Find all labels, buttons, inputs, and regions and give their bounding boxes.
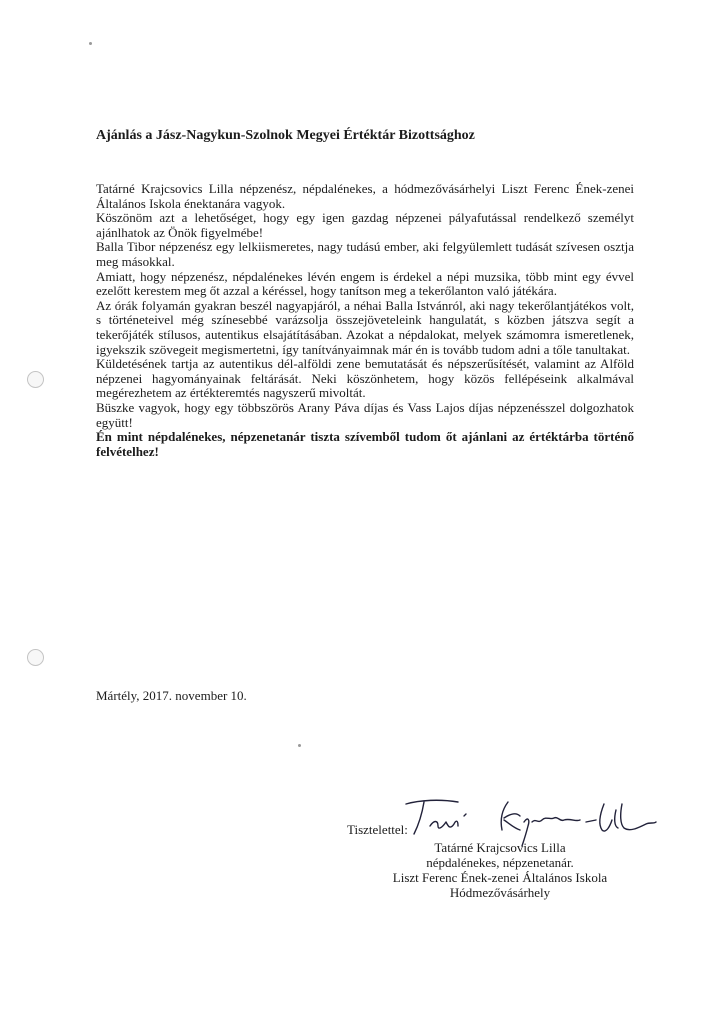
punch-hole-bottom (27, 649, 44, 666)
signer-city: Hódmezővásárhely (449, 885, 551, 900)
paragraph-motivation: Amiatt, hogy népzenész, népdalénekes lévén engem is érdekel a népi muzsika, több mint egy évvel ezelőtt kerestem meg őt azzal a kéréssel, hogy tanítson meg a tekerőlanton való játékára. (96, 268, 634, 299)
signer-school: Liszt Ferenc Ének-zenei Általános Iskola (392, 870, 608, 885)
paragraph-mission: Küldetésének tartja az autentikus dél-alföldi zene bemutatását és népszerűsítését, valamint az Alföld népzenei hagyományainak feltárását. Neki köszönhetem, hogy közös fellépéseink alkalmával megérezhetem az értékteremtés nagyszerű mivoltát. (96, 356, 634, 401)
greeting: Tisztelettel: (347, 822, 408, 837)
paper-speck (298, 744, 301, 747)
paragraph-intro: Tatárné Krajcsovics Lilla népzenész, népdalénekes, a hódmezővásárhelyi Liszt Ferenc Ének-zenei Általános Iskola énektanára vagyok. (96, 181, 634, 211)
letter-body (96, 182, 634, 459)
page-title: Ajánlás a Jász-Nagykun-Szolnok Megyei Értéktár Bizottsághoz (96, 128, 475, 143)
paragraph-character: Balla Tibor népzenész egy lelkiismeretes, nagy tudású ember, aki felgyülemlett tudását szívesen osztja meg másokkal. (96, 239, 634, 269)
paragraph-recommendation: Én mint népdalénekes, népzenetanár tiszta szívemből tudom őt ajánlani az értéktárba történő felvételhez! (96, 429, 634, 459)
paragraph-pride: Büszke vagyok, hogy egy többszörös Arany Páva díjas és Vass Lajos díjas népzenésszel dolgozhatok együtt! (96, 399, 634, 430)
signature-block (370, 840, 630, 900)
paragraph-thanks: Köszönöm azt a lehetőséget, hogy egy igen gazdag népzenei pályafutással rendelkező személyt ajánlhatok az Önök figyelmébe! (96, 210, 634, 240)
date-line: Mártély, 2017. november 10. (96, 688, 247, 703)
punch-hole-top (27, 371, 44, 388)
paper-speck (89, 42, 92, 45)
signer-name: Tatárné Krajcsovics Lilla (434, 840, 566, 855)
paragraph-lessons: Az órák folyamán gyakran beszél nagyapjáról, a néhai Balla Istvánról, aki nagy tekerőlantjátékos volt, s történeteivel még színesebbé varázsolja összejöveteleink hangulatát, s közben játszva segít a tekerőjáték stílusos, autentikus elsajátításában. Azokat a népdalokat, melyek számomra ismeretlenek, igyekszik szövegeit megismertetni, így tanítványaimnak már én is tovább tudom adni a tőle tanultakat. (96, 297, 634, 357)
signer-role: népdalénekes, népzenetanár. (426, 855, 574, 870)
